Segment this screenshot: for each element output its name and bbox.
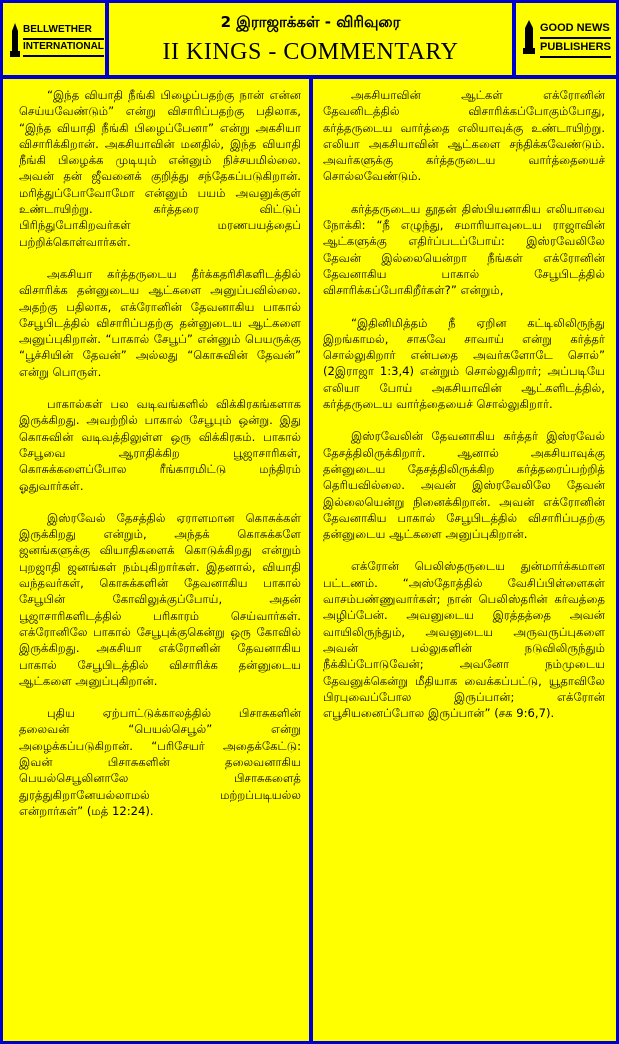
left-column (19, 87, 301, 835)
page-title-english: II KINGS - COMMENTARY (162, 39, 459, 65)
right-column (323, 87, 605, 737)
bell-tower-icon (9, 23, 21, 59)
good-news-subtitle: PUBLISHERS (540, 39, 611, 58)
page-title-tamil: 2 இராஜாக்கள் - விரிவுரை (220, 13, 401, 31)
bellwether-logo (3, 3, 109, 75)
tower-icon (522, 20, 536, 56)
paragraph: புதிய ஏற்பாட்டுக்காலத்தில் பிசாசுகளின் தலைவன் “பெயல்செபூல்” என்று அழைக்கப்படுகிறான். “பரிசேயர் அதைக்கேட்டு: இவன் பிசாசுகளின் தலைவனாகிய பெயல்செபூலினாலே பிசாசுகளைத் துரத்துகிறானேயல்லாமல் மற்றப்படியல்ல என்றார்கள்” (மத் 12:24). (19, 706, 301, 818)
paragraph: கர்த்தருடைய தூதன் திஸ்பியனாகிய எலியாவை நோக்கி: “நீ எழுந்து, சமாரியாவுடைய ராஜாவின் ஆட்களுக்கு எதிர்ப்படப்போய்: இஸ்ரவேலிலே தேவன் இல்லையென்றா நீங்கள் எக்ரோனின் தேவனாகிய பாகால் சேபூபிடத்தில் விசாரிக்கப்போகிறீர்கள்?” என்றும், (323, 201, 605, 298)
paragraph: இஸ்ரவேல் தேசத்தில் ஏராளமான கொசுக்கள் இருக்கிறது என்றும், அந்தக் கொசுக்களே ஜனங்களுக்கு வியாதிகளைக் கொடுக்கிறது என்றும் புறஜாதி ஜனங்கள் நம்புகிறார்கள். இதனால், வியாதி வந்தவர்கள், கொசுக்களின் தேவனாகிய பாகால் சேபூபின் கோவிலுக்குப்போய், அதன் பூஜாசாரிகளிடத்தில் பரிகாரம் செய்வார்கள். எக்ரோனிலே பாகால் சேபூபுக்குகென்று ஒரு கோவில் இருக்கிறது. அகசியா எக்ரோனின் தேவனாகிய பாகால் சேபூபிடத்தில் விசாரிக்க தன்னுடைய ஆட்களை அனுப்புகிறான். (19, 510, 301, 688)
header (3, 3, 616, 79)
paragraph: “இந்த வியாதி நீங்கி பிழைப்பதற்கு நான் என்ன செய்யவேண்டும்” என்று விசாரிப்பதற்கு பதிலாக, “இந்த வியாதி நீங்கி பிழைப்பேனா” என்று அகசியா விசாரிக்கிறான். அகசியாவின் மனதில், இந்த வியாதி நீங்கி பிழைக்க முடியும் என்னும் நிச்சயமில்லை. அவன் தன் ஜீவனைக் குறித்து சந்தேகப்படுகிறான். மரித்துப்போவோமோ என்னும் பயம் அவனுக்குள் உண்டாயிற்று. கர்த்தரை விட்டுப் பிரிந்துபோகிறவர்கள் மரணபயத்தைப் பற்றிக்கொள்வார்கள். (19, 88, 301, 249)
title-box (109, 3, 512, 75)
good-news-logo (512, 3, 616, 75)
good-news-logo-text (540, 20, 611, 58)
column-divider (309, 79, 313, 1041)
paragraph: இஸ்ரவேலின் தேவனாகிய கர்த்தர் இஸ்ரவேல் தேசத்திலிருக்கிறார். ஆனால் அகசியாவுக்கு தன்னுடைய தேசத்திலிருக்கிற கர்த்தரைப்பற்றித் தெரியவில்லை. அவன் இஸ்ரவேலிலே தேவன் இல்லையென்று நினைக்கிறான். அவன் எக்ரோனின் தேவனாகிய பாகால் சேபூபிடத்தில் விசாரிப்பதற்கு தன்னுடைய ஆட்களை அனுப்புகிறான். (323, 429, 605, 542)
paragraph: “இதினிமித்தம் நீ ஏறின கட்டிலிலிருந்து இறங்காமல், சாகவே சாவாய் என்று கர்த்தர் சொல்லுகிறார் என்பதை அவர்களோடே சொல்” (2இராஜா 1:3,4) என்றும் சொல்லுகிறார்; அப்படியே எலியா போய் அகசியாவின் ஆட்களிடத்தில், கர்த்தருடைய வார்த்தையைச் சொல்லுகிறார். (323, 315, 605, 412)
paragraph: பாகால்கள் பல வடிவங்களில் விக்கிரகங்களாக இருக்கிறது. அவற்றில் பாகால் சேபூபும் ஒன்று. இது கொசுவின் வடிவத்திலுள்ள ஒரு விக்கிரகம். பாகால் சேபூவை ஆராதிக்கிற பூஜாசாரிகள், கொசுக்களைப்போல ரீங்காரமிட்டு மந்திரம் ஓதுவார்கள். (19, 397, 301, 493)
good-news-name: GOOD NEWS (540, 20, 611, 39)
bellwether-logo-text (23, 23, 104, 57)
bellwether-subtitle: INTERNATIONAL (23, 40, 104, 57)
paragraph: எக்ரோன் பெலிஸ்தருடைய துன்மார்க்கமான பட்டணம். “அஸ்தோத்தில் வேசிப்பிள்ளைகள் வாசம்பண்ணுவார்கள்; நான் பெலிஸ்தரின் கர்வத்தை அழிப்பேன். அவனுடைய இரத்தத்தை அவன் வாயிலிருந்தும், அவனுடைய அருவருப்புகளை அவன் பல்லுகளின் நடுவிலிருந்தும் நீக்கிப்போடுவேன்; அவனோ நம்முடைய தேவனுக்கென்று மீதியாக வைக்கப்பட்டு, யூதாவிலே பிரபுவைப்போல இருப்பான்; எக்ரோன் எபூசியனைப்போல இருப்பான்” (சக 9:6,7). (323, 559, 605, 721)
paragraph: அகசியா கர்த்தருடைய தீர்க்கதரிசிகளிடத்தில் விசாரிக்க தன்னுடைய ஆட்களை அனுப்பவில்லை. அதற்கு பதிலாக, எக்ரோனின் தேவனாகிய பாகால் சேபூபிடத்தில் விசாரிப்பதற்கு தன்னுடைய ஆட்களை அனுப்புகிறான். “பாகால் சேபூப்” என்னும் பெயருக்கு “பூச்சியின் தேவன்” அல்லது “கொசுவின் தேவன்” என்று பொருள். (19, 266, 301, 379)
bellwether-name: BELLWETHER (23, 23, 104, 40)
paragraph: அகசியாவின் ஆட்கள் எக்ரோனின் தேவனிடத்தில் விசாரிக்கப்போகும்போது, கர்த்தருடைய வார்த்தை எலியாவுக்கு உண்டாயிற்று. எலியா அகசியாவின் ஆட்களை சந்திக்கவேண்டும். அவர்களுக்கு கர்த்தருடைய வார்த்தையைச் சொல்லவேண்டும். (323, 88, 605, 184)
